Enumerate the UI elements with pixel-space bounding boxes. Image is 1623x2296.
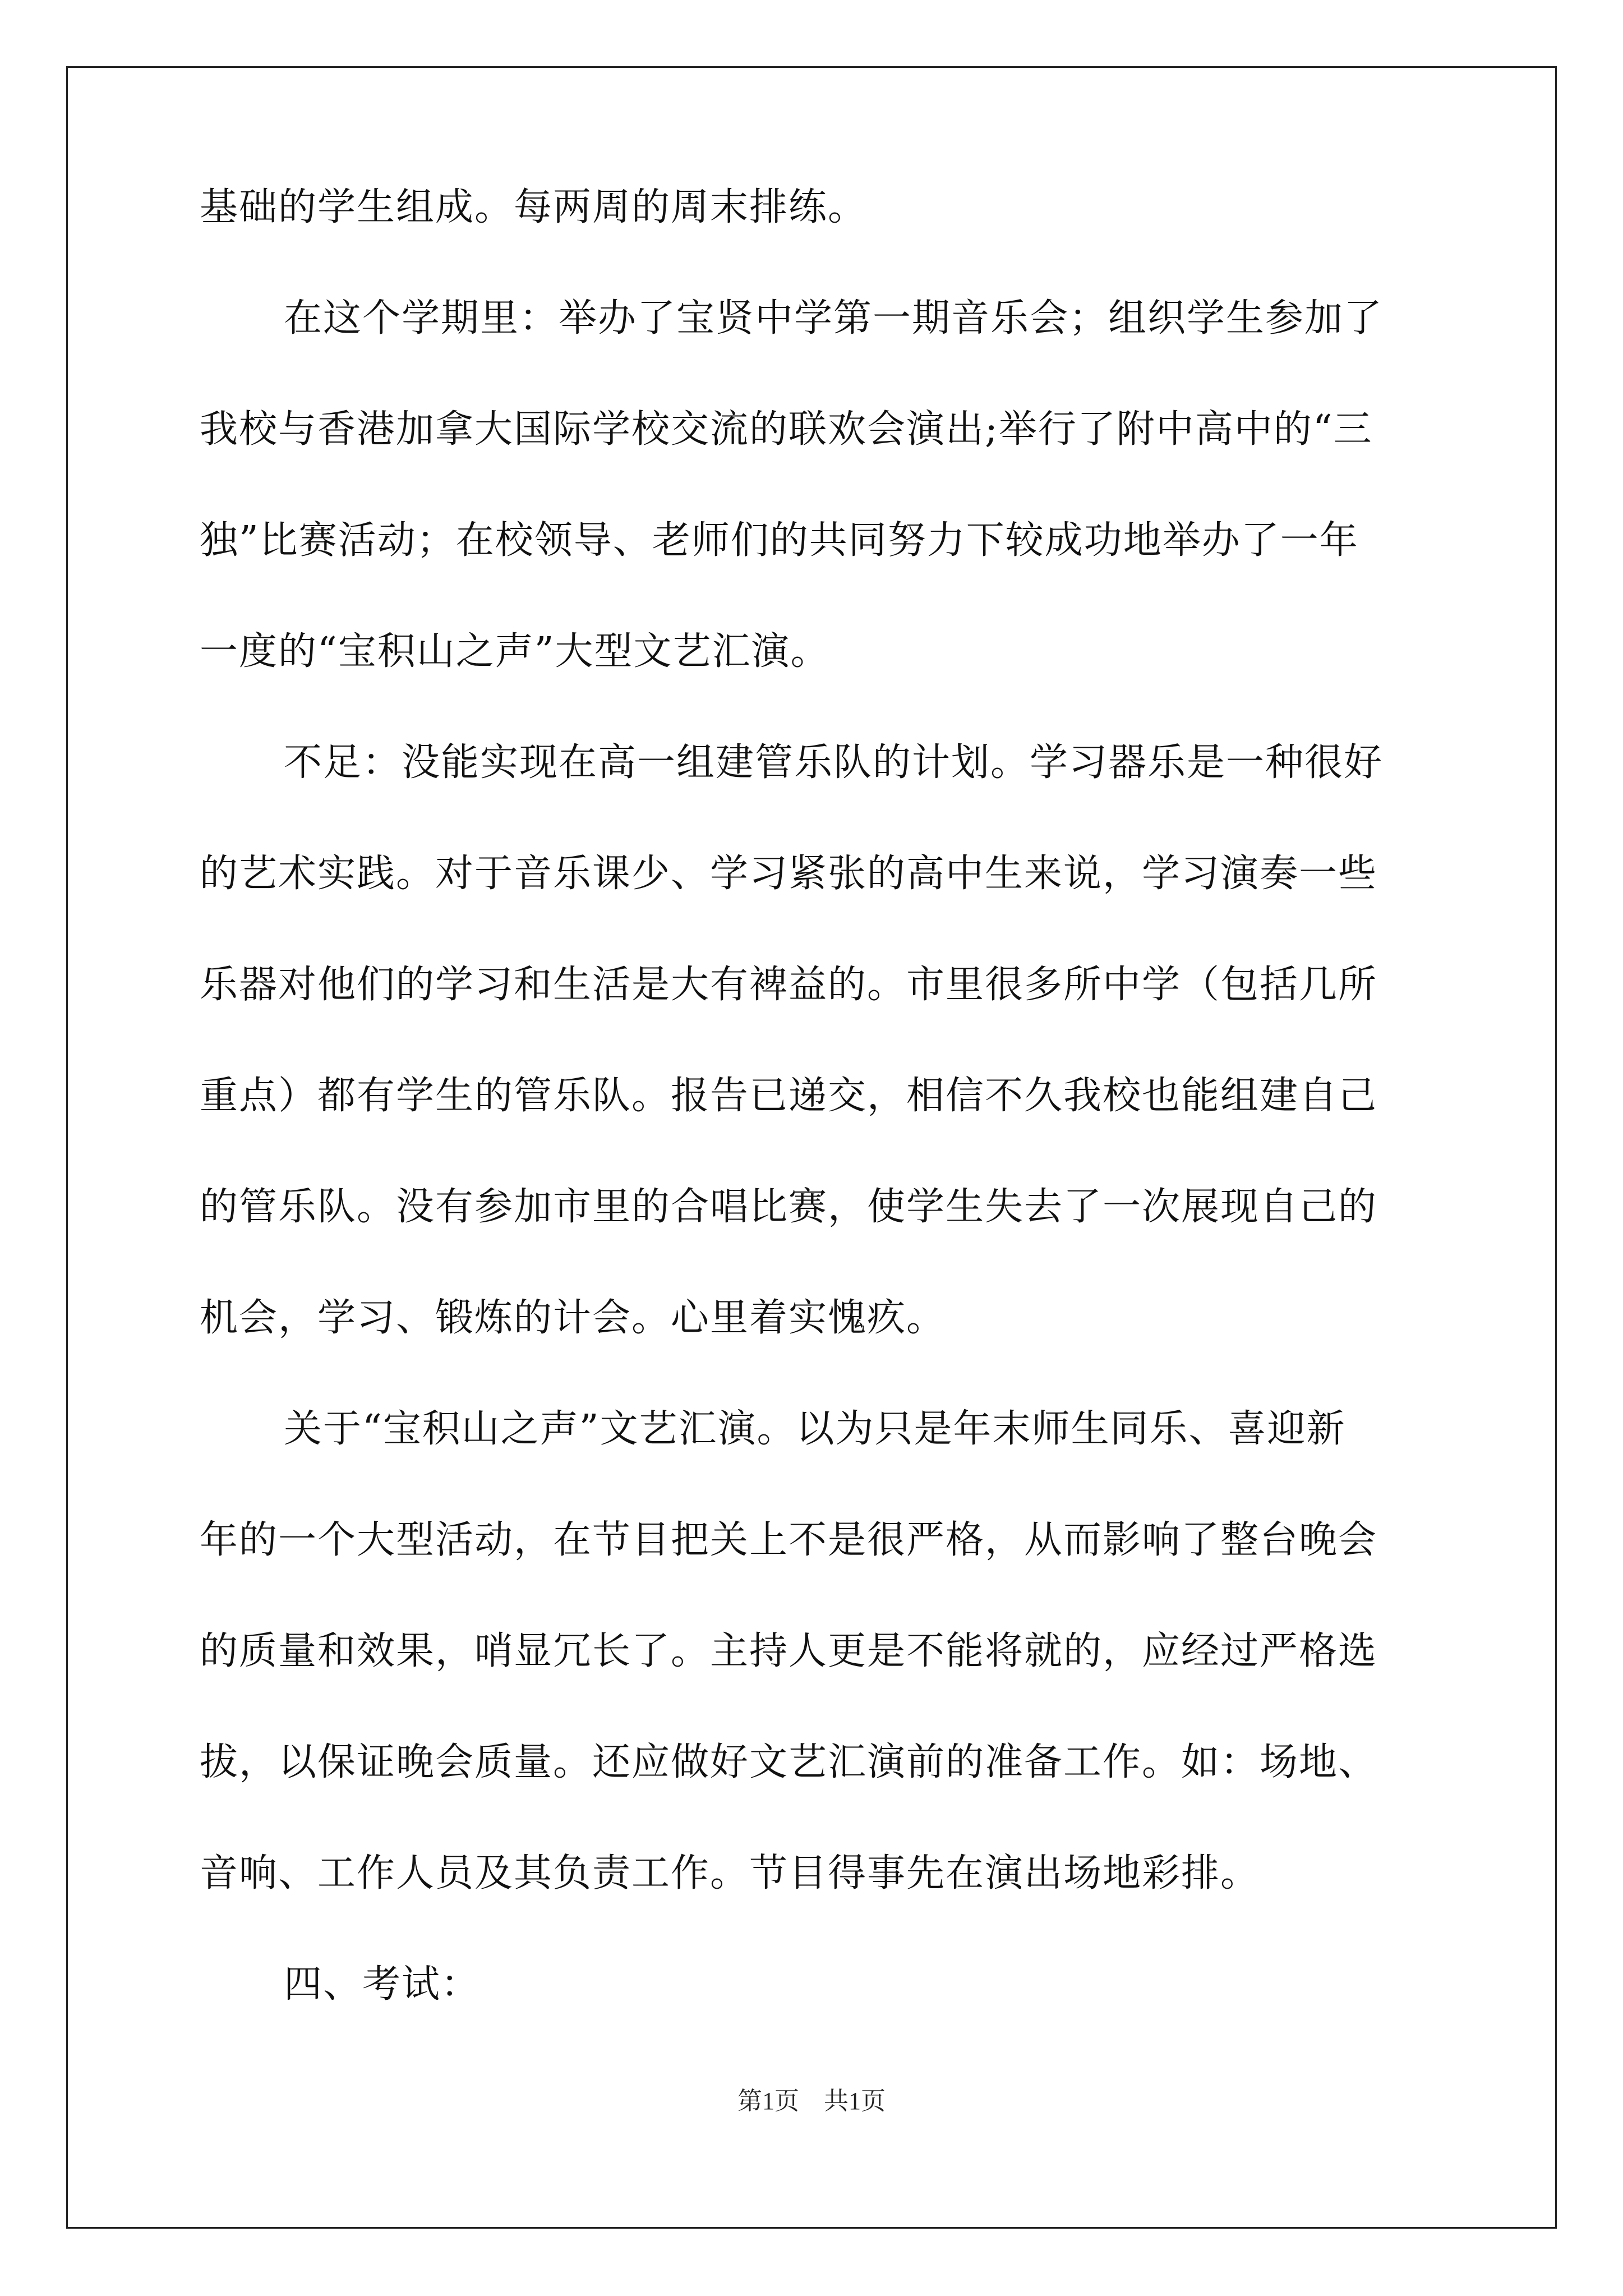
text-line: 一度的“宝积山之声”大型文艺汇演。 bbox=[200, 629, 830, 674]
text-line: 拔，以保证晚会质量。还应做好文艺汇演前的准备工作。如：场地、 bbox=[200, 1740, 1378, 1784]
text-line: 音响、工作人员及其负责工作。节目得事先在演出场地彩排。 bbox=[200, 1851, 1260, 1895]
section-heading: 四、考试： bbox=[284, 1962, 481, 2007]
text-line: 年的一个大型活动，在节目把关上不是很严格，从而影响了整台晚会 bbox=[200, 1518, 1378, 1562]
text-line: 乐器对他们的学习和生活是大有裨益的。市里很多所中学（包括几所 bbox=[200, 963, 1378, 1007]
paragraph-start-line: 在这个学期里：举办了宝贤中学第一期音乐会；组织学生参加了 bbox=[284, 296, 1384, 341]
paragraph-start-line: 关于“宝积山之声”文艺汇演。以为只是年末师生同乐、喜迎新 bbox=[284, 1407, 1346, 1451]
page-number-footer: 第1页 共1页 bbox=[737, 2087, 886, 2115]
text-line: 机会，学习、锻炼的计会。心里着实愧疚。 bbox=[200, 1296, 946, 1340]
page-border bbox=[66, 66, 1557, 2229]
text-line: 基础的学生组成。每两周的周末排练。 bbox=[200, 185, 868, 229]
text-line: 的质量和效果，哨显冗长了。主持人更是不能将就的，应经过严格选 bbox=[200, 1629, 1378, 1673]
text-line: 的艺术实践。对于音乐课少、学习紧张的高中生来说，学习演奏一些 bbox=[200, 852, 1378, 896]
paragraph-start-line: 不足：没能实现在高一组建管乐队的计划。学习器乐是一种很好 bbox=[284, 740, 1384, 785]
text-line: 我校与香港加拿大国际学校交流的联欢会演出;举行了附中高中的“三 bbox=[200, 407, 1373, 452]
text-line: 的管乐队。没有参加市里的合唱比赛，使学生失去了一次展现自己的 bbox=[200, 1185, 1378, 1229]
text-line: 独”比赛活动；在校领导、老师们的共同努力下较成功地举办了一年 bbox=[200, 518, 1359, 563]
text-line: 重点）都有学生的管乐队。报告已递交，相信不久我校也能组建自己 bbox=[200, 1074, 1378, 1118]
